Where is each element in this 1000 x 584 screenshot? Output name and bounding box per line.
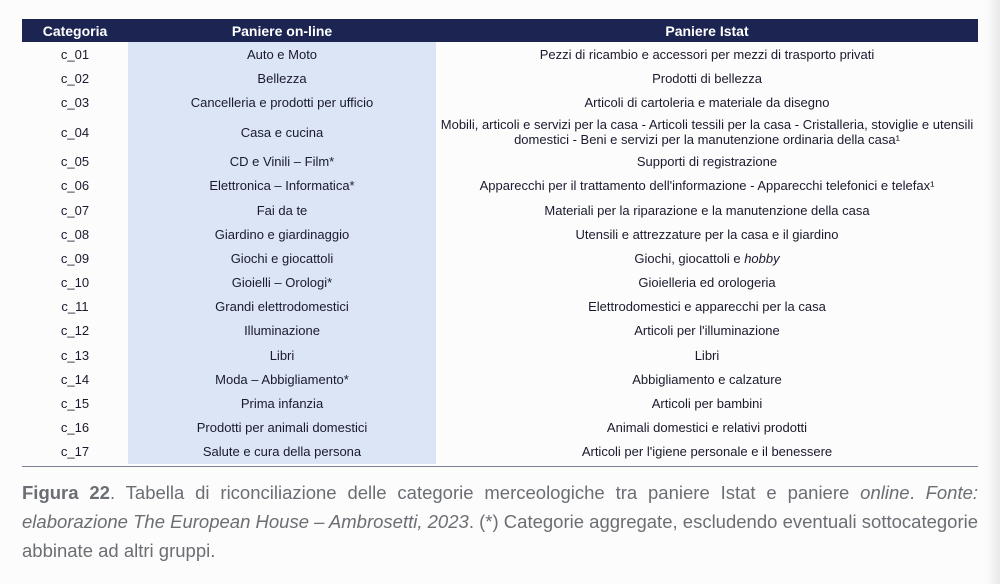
cell-categoria: c_02	[60, 70, 90, 86]
cell-online: Prima infanzia	[128, 391, 436, 415]
table-row	[22, 295, 978, 319]
cell-istat-prefix: Giochi, giocattoli e	[634, 250, 745, 266]
table-row	[22, 42, 978, 66]
cell-online: Libri	[128, 343, 436, 367]
header-paniere-istat: Paniere Istat	[436, 19, 978, 42]
table-row	[22, 319, 978, 343]
cell-istat: Articoli di cartoleria e materiale da disegno	[584, 94, 830, 110]
cell-categoria: c_07	[60, 202, 90, 218]
caption-text-3: . (*) Categorie aggregate, escludendo eventuali sottocategorie abbinate ad altri gruppi.	[22, 511, 979, 561]
table-row	[22, 246, 978, 270]
cell-online: Illuminazione	[128, 319, 436, 343]
cell-istat: Gioielleria ed orologeria	[638, 275, 776, 291]
cell-istat: Materiali per la riparazione e la manutenzione della casa	[544, 202, 870, 218]
cell-online: Bellezza	[128, 66, 436, 90]
cell-categoria: c_14	[60, 371, 90, 387]
cell-istat: Supporti di registrazione	[636, 154, 778, 170]
cell-istat	[436, 246, 978, 270]
cell-online: Prodotti per animali domestici	[128, 416, 436, 440]
cell-online: Gioielli – Orologi*	[128, 271, 436, 295]
cell-categoria: c_10	[60, 275, 90, 291]
cell-categoria: c_15	[60, 396, 90, 412]
cell-categoria: c_11	[61, 299, 89, 315]
cell-online: Casa e cucina	[128, 115, 436, 150]
cell-categoria: c_03	[60, 94, 90, 110]
cell-categoria: c_06	[60, 178, 90, 194]
cell-istat: Articoli per bambini	[651, 396, 763, 412]
cell-categoria: c_05	[60, 154, 90, 170]
table-row	[22, 198, 978, 222]
cell-categoria: c_09	[60, 250, 90, 266]
cell-istat: Elettrodomestici e apparecchi per la casa	[588, 299, 826, 315]
cell-istat: Articoli per l'igiene personale e il benessere	[581, 444, 833, 460]
table-row	[22, 174, 978, 198]
table-row	[22, 343, 978, 367]
cell-online: Salute e cura della persona	[128, 440, 436, 464]
cell-istat: Abbigliamento e calzature	[632, 371, 782, 387]
caption-text-2: .	[909, 482, 926, 503]
cell-online: Giardino e giardinaggio	[128, 222, 436, 246]
cell-istat-line1: Mobili, articoli e servizi per la casa - Articoli tessili per la casa - Cristalleria, stoviglie e utensili	[440, 117, 974, 133]
caption-source: Fonte: elaborazione The European House – Ambrosetti, 2023	[22, 482, 979, 532]
cell-online: Moda – Abbigliamento*	[128, 367, 436, 391]
table-row	[22, 440, 978, 464]
table-row	[22, 150, 978, 174]
cell-istat: Utensili e attrezzature per la casa e il giardino	[575, 226, 839, 242]
cell-online: Cancelleria e prodotti per ufficio	[128, 90, 436, 114]
table-row	[22, 271, 978, 295]
caption-text-1: . Tabella di riconciliazione delle categorie merceologiche tra paniere Istat e paniere	[109, 482, 861, 503]
cell-istat	[436, 115, 978, 150]
table-row	[22, 222, 978, 246]
table-bottom-rule	[22, 466, 978, 467]
table-header-row	[22, 19, 978, 42]
cell-istat: Articoli per l'illuminazione	[634, 323, 780, 339]
cell-online: Fai da te	[128, 198, 436, 222]
header-paniere-online: Paniere on-line	[128, 19, 436, 42]
cell-istat: Libri	[694, 347, 720, 363]
cell-istat: Apparecchi per il trattamento dell'informazione - Apparecchi telefonici e telefax¹	[479, 178, 935, 194]
cell-categoria: c_17	[60, 444, 90, 460]
page-edge-shadow	[986, 0, 1000, 584]
cell-istat: Animali domestici e relativi prodotti	[606, 420, 808, 436]
cell-online: Elettronica – Informatica*	[128, 174, 436, 198]
table-row	[22, 391, 978, 415]
cell-categoria: c_16	[60, 420, 90, 436]
cell-categoria: c_13	[60, 347, 90, 363]
cell-categoria: c_01	[60, 46, 90, 62]
cell-online: Giochi e giocattoli	[128, 246, 436, 270]
table-row	[22, 90, 978, 114]
cell-categoria: c_04	[60, 124, 90, 140]
figure-caption	[22, 478, 978, 565]
table-row	[22, 66, 978, 90]
header-categoria: Categoria	[22, 19, 128, 42]
cell-categoria: c_08	[60, 226, 90, 242]
reconciliation-table	[22, 19, 978, 464]
cell-istat-italic: hobby	[744, 250, 780, 266]
table-row	[22, 115, 978, 150]
cell-istat: Prodotti di bellezza	[652, 70, 762, 86]
figure-label: Figura 22	[22, 482, 110, 503]
cell-online: CD e Vinili – Film*	[128, 150, 436, 174]
cell-online: Grandi elettrodomestici	[128, 295, 436, 319]
cell-istat-line2: domestici - Beni e servizi per la manutenzione ordinaria della casa¹	[514, 132, 900, 148]
cell-online: Auto e Moto	[128, 42, 436, 66]
table-row	[22, 367, 978, 391]
caption-online-italic: online	[860, 482, 910, 503]
table-row	[22, 416, 978, 440]
cell-categoria: c_12	[60, 323, 90, 339]
cell-istat: Pezzi di ricambio e accessori per mezzi di trasporto privati	[539, 46, 875, 62]
